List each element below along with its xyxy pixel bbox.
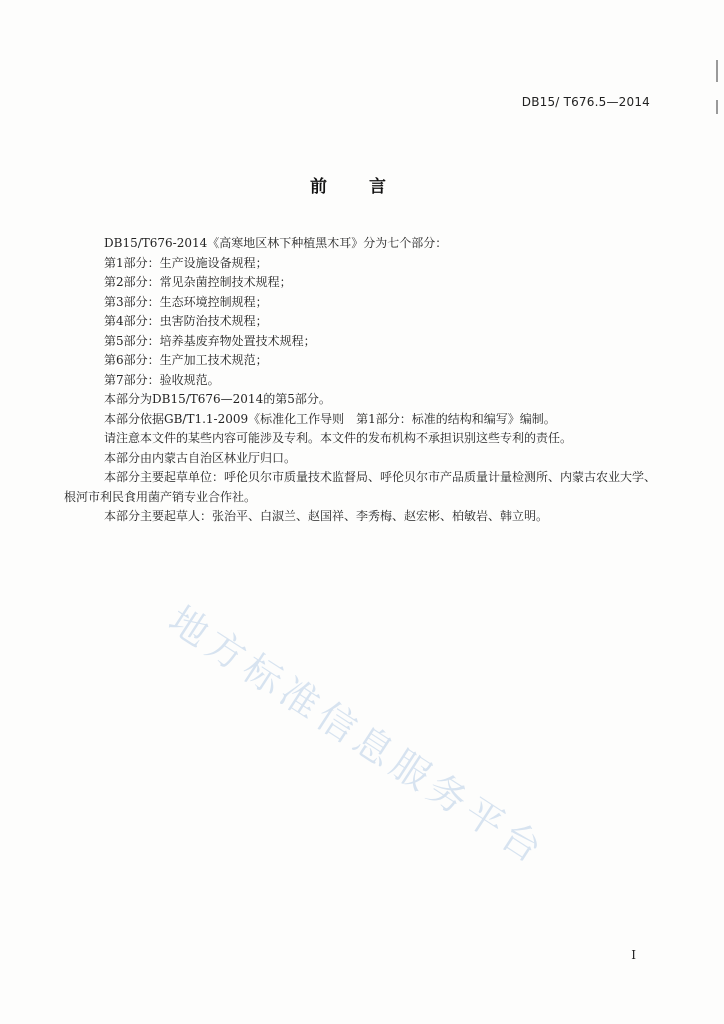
drafters-paragraph: 本部分主要起草人：张治平、白淑兰、赵国祥、李秀梅、赵宏彬、柏敏岩、韩立明。 — [104, 509, 549, 523]
part-item: 第5部分：培养基废弃物处置技术规程； — [104, 333, 316, 348]
part-item: 第1部分：生产设施设备规程； — [104, 255, 268, 270]
part-item: 第7部分：验收规范。 — [104, 372, 220, 387]
proposer-paragraph: 本部分由内蒙古自治区林业厅归口。 — [104, 450, 297, 465]
page-number: I — [631, 948, 636, 962]
page-title: 前言 — [310, 177, 428, 197]
scan-edge-mark — [716, 60, 718, 82]
part-item: 第3部分：生态环境控制规程； — [104, 294, 268, 309]
drafting-units-paragraph: 本部分主要起草单位：呼伦贝尔市质量技术监督局、呼伦贝尔市产品质量计量检测所、内蒙古农业大学、根河市利民食用菌产销专业合作社。 — [64, 470, 657, 504]
scan-edge-mark — [716, 100, 718, 114]
part-item: 第4部分：虫害防治技术规程； — [104, 314, 268, 328]
standard-code: DB15/ T676.5—2014 — [521, 95, 650, 109]
part-item: 第6部分：生产加工技术规范； — [104, 353, 268, 367]
part-item: 第2部分：常见杂菌控制技术规程； — [104, 275, 292, 289]
drafting-basis-paragraph: 本部分依据GB/T1.1-2009《标准化工作导则 第1部分：标准的结构和编写》编制。 — [104, 411, 556, 426]
watermark-text: 地方标准信息服务平台 — [161, 597, 555, 875]
this-part-paragraph: 本部分为DB15/T676—2014的第5部分。 — [104, 392, 331, 406]
parts-list — [84, 254, 684, 391]
intro-paragraph: DB15/T676-2014《高寒地区林下种植黑木耳》分为七个部分： — [104, 236, 448, 250]
patent-notice-paragraph: 请注意本文件的某些内容可能涉及专利。本文件的发布机构不承担识别这些专利的责任。 — [104, 431, 573, 445]
foreword-body — [64, 234, 684, 527]
